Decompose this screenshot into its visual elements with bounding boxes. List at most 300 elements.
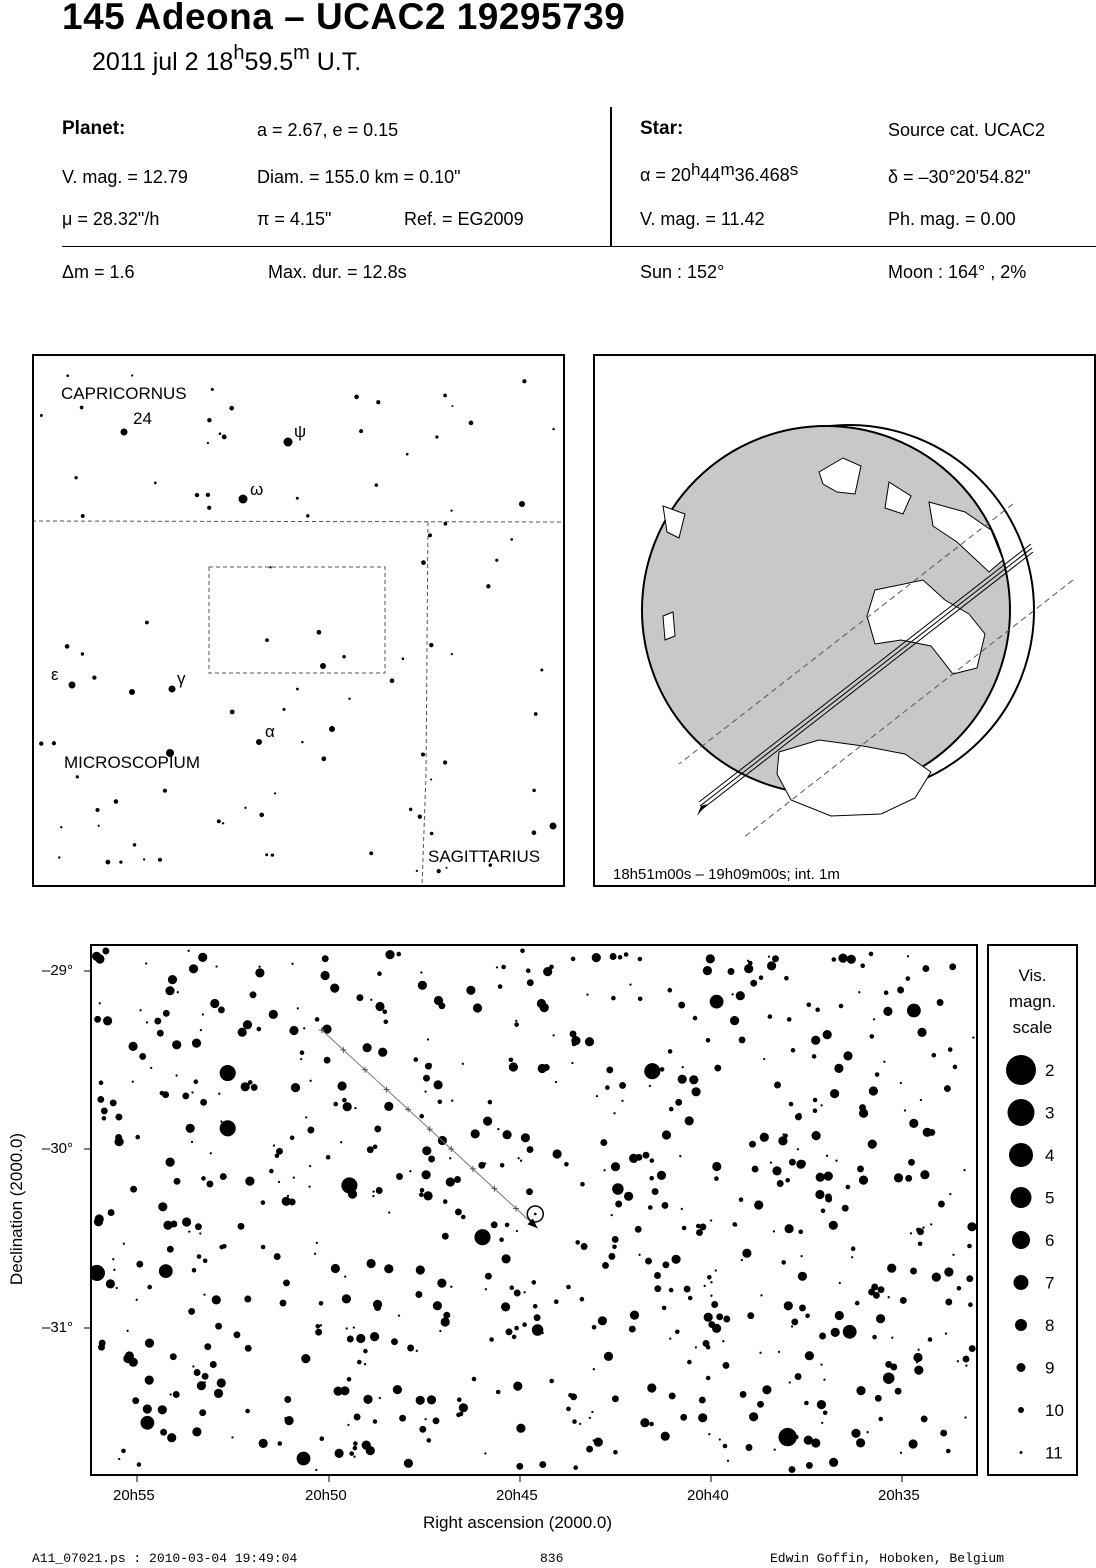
scale-label: 8 (1045, 1316, 1055, 1335)
field-star (291, 963, 293, 965)
field-star (804, 1401, 809, 1406)
field-star (791, 1325, 793, 1327)
field-star (269, 1010, 278, 1019)
field-star (245, 1409, 250, 1414)
field-star (820, 1363, 822, 1365)
field-star (422, 1146, 431, 1155)
bright-star (220, 1065, 236, 1081)
field-star (968, 1302, 973, 1307)
finder-star (40, 414, 43, 417)
field-star (320, 1324, 322, 1326)
field-star (715, 1269, 717, 1271)
field-star (526, 1188, 533, 1195)
field-star (342, 1294, 351, 1303)
field-star (170, 1353, 177, 1360)
finder-star (418, 815, 422, 819)
field-star (414, 1057, 419, 1062)
field-star (693, 1016, 698, 1021)
field-star (533, 1304, 538, 1309)
label-capricornus: CAPRICORNUS (61, 384, 187, 403)
field-star (462, 1063, 464, 1065)
field-star (163, 1221, 172, 1230)
field-star (385, 950, 394, 959)
field-star (192, 1365, 194, 1367)
field-star (866, 1431, 868, 1433)
event-date: 2011 jul 2 18 (92, 48, 234, 76)
field-star (858, 991, 860, 993)
field-star (773, 1230, 775, 1232)
field-star (95, 954, 104, 963)
bright-star (474, 1229, 490, 1245)
field-star (613, 1112, 615, 1114)
field-star (553, 1149, 562, 1158)
finder-star (244, 807, 246, 809)
field-star (800, 1255, 802, 1257)
field-star (250, 991, 257, 998)
field-star (143, 1404, 152, 1413)
field-star (604, 1352, 613, 1361)
field-star (102, 948, 109, 955)
field-star (147, 1285, 152, 1290)
field-star (759, 1352, 761, 1354)
field-star (650, 1158, 655, 1163)
field-star (603, 1169, 605, 1171)
field-star (515, 1020, 517, 1022)
footer-page: 836 (540, 1551, 564, 1566)
field-star (887, 1264, 896, 1273)
star-chart (90, 944, 978, 1476)
field-star (274, 1253, 281, 1260)
field-star (135, 1135, 140, 1140)
field-star (714, 1176, 719, 1181)
bright-star (779, 1428, 797, 1446)
field-star (746, 1444, 753, 1451)
field-star (501, 965, 506, 970)
field-star (669, 1392, 676, 1399)
finder-star (451, 405, 453, 407)
field-star (710, 1281, 712, 1283)
field-star (823, 1030, 832, 1039)
field-star (851, 1429, 860, 1438)
finder-star (532, 789, 536, 793)
field-star (723, 1362, 730, 1369)
x-tick-label: 20h55 (113, 1487, 155, 1504)
field-star (821, 1422, 823, 1424)
field-star (95, 1214, 104, 1223)
finder-star (131, 374, 133, 376)
star-source: Source cat. UCAC2 (888, 120, 1046, 140)
field-star (330, 984, 339, 993)
field-star (777, 1180, 784, 1187)
field-star (485, 1288, 487, 1290)
field-star (564, 1162, 569, 1167)
field-star (815, 1008, 820, 1013)
field-star (611, 1214, 613, 1216)
finder-star (416, 870, 418, 872)
field-star (420, 1188, 425, 1193)
scale-label: 5 (1045, 1188, 1055, 1208)
field-star (662, 1202, 669, 1209)
finder-star (519, 501, 525, 507)
field-star (708, 1433, 710, 1435)
field-star (591, 1411, 593, 1413)
field-star (420, 971, 422, 973)
finder-star (259, 813, 264, 818)
field-star (259, 1439, 268, 1448)
field-star (885, 1361, 892, 1368)
field-star (516, 1463, 523, 1470)
planet-mu: μ = 28.32"/h (62, 209, 160, 229)
field-star (703, 966, 712, 975)
scale-label: 10 (1045, 1401, 1064, 1420)
field-star (245, 1345, 252, 1352)
field-star (243, 1020, 252, 1029)
field-star (177, 991, 179, 993)
finder-star (451, 653, 453, 655)
field-star (869, 1086, 878, 1095)
field-star (789, 1102, 794, 1107)
field-star (255, 968, 264, 977)
field-star (917, 1349, 919, 1351)
field-star (246, 1182, 248, 1184)
finder-star (390, 678, 395, 683)
field-star (297, 1007, 299, 1009)
field-star (826, 1155, 828, 1157)
finder-star (296, 497, 299, 500)
field-star (278, 1441, 283, 1446)
field-star (580, 1182, 585, 1187)
field-star (661, 1432, 670, 1441)
field-star (824, 1172, 833, 1181)
field-star (484, 1162, 486, 1164)
field-star (760, 1133, 769, 1142)
field-star (938, 1201, 945, 1208)
field-star (699, 1397, 706, 1404)
field-star (747, 1312, 754, 1319)
finder-star (428, 533, 432, 537)
field-star (375, 1002, 384, 1011)
field-star (520, 1160, 522, 1162)
field-star (945, 1299, 952, 1306)
field-star (774, 1082, 781, 1089)
field-star (643, 1152, 650, 1159)
field-star (129, 1042, 138, 1051)
field-star (744, 964, 753, 973)
field-star (319, 1301, 324, 1306)
finder-star (211, 388, 214, 391)
field-star (554, 1299, 559, 1304)
finder-star (430, 778, 432, 780)
field-star (749, 1141, 756, 1148)
field-star (308, 1185, 310, 1187)
field-star (855, 1301, 860, 1306)
field-star (704, 1285, 706, 1287)
field-star (367, 1146, 374, 1153)
scale-title-1: Vis. (1018, 966, 1047, 985)
field-star (191, 1091, 193, 1093)
bright-star (843, 1325, 857, 1339)
field-star (434, 1080, 443, 1089)
field-star (315, 1329, 322, 1336)
field-star (555, 1081, 557, 1083)
field-star (201, 1176, 206, 1181)
field-star (966, 1275, 973, 1282)
field-star (813, 1098, 818, 1103)
field-star (145, 1376, 154, 1385)
field-star (696, 1229, 703, 1236)
field-star (167, 1246, 174, 1253)
finder-star (65, 644, 70, 649)
minute-unit: m (293, 42, 310, 64)
field-star (873, 1018, 875, 1020)
field-star (586, 1446, 593, 1453)
field-star (762, 1385, 771, 1394)
field-star (326, 1155, 331, 1160)
field-star (647, 1383, 656, 1392)
field-star (594, 1438, 603, 1447)
field-star (189, 964, 198, 973)
field-star (668, 988, 673, 993)
field-star (579, 1423, 581, 1425)
field-star (652, 1188, 659, 1195)
field-star (778, 1351, 780, 1353)
field-star (451, 1100, 453, 1102)
y-tick-label: –29° (42, 962, 74, 979)
x-axis-label: Right ascension (2000.0) (423, 1513, 613, 1532)
field-star (383, 1010, 388, 1015)
bright-star (141, 1416, 155, 1430)
globe-caption: 18h51m00s – 19h09m00s; int. 1m (613, 866, 840, 883)
field-star (158, 1202, 167, 1211)
finder-star (265, 853, 268, 856)
finder-star (145, 621, 149, 625)
field-star (132, 1081, 134, 1083)
field-star (654, 1272, 661, 1279)
field-star (192, 1039, 201, 1048)
field-star (399, 1415, 406, 1422)
field-star (233, 1331, 240, 1338)
field-star (99, 1002, 101, 1004)
globe-panel (593, 354, 1096, 887)
field-star (188, 950, 190, 952)
field-star (276, 1148, 283, 1155)
field-star (668, 1049, 673, 1054)
field-star (218, 1093, 220, 1095)
scale-label: 2 (1045, 1061, 1055, 1080)
field-star (592, 953, 601, 962)
field-star (200, 1029, 202, 1031)
field-star (763, 1058, 765, 1060)
field-star (900, 1082, 902, 1084)
field-star (280, 1300, 287, 1307)
scale-dot (1011, 1187, 1032, 1208)
field-star (423, 1075, 430, 1082)
finder-star (443, 394, 447, 398)
finder-star (207, 506, 211, 510)
field-star (615, 1201, 622, 1208)
field-star (455, 1208, 462, 1215)
field-star (838, 954, 847, 963)
field-star (689, 1075, 698, 1084)
finder-chart (32, 354, 565, 887)
field-star (289, 1198, 296, 1205)
field-star (611, 1162, 620, 1171)
field-star (245, 1177, 254, 1186)
field-star (238, 1223, 245, 1230)
bright-star (341, 1177, 357, 1193)
finder-star (217, 819, 221, 823)
field-star (706, 1345, 711, 1350)
field-star (182, 1217, 191, 1226)
field-star (857, 1165, 864, 1172)
field-star (520, 949, 525, 954)
finder-star (66, 374, 69, 377)
field-star (194, 1079, 199, 1084)
field-star (419, 1193, 424, 1198)
field-star (820, 1104, 822, 1106)
finder-star (301, 741, 303, 743)
field-star (815, 1190, 824, 1199)
scale-dot (1014, 1275, 1029, 1290)
moon-info: Moon : 164° , 2% (888, 262, 1027, 282)
field-star (418, 981, 427, 990)
field-star (199, 1232, 201, 1234)
star-heading: Star: (640, 118, 684, 139)
field-star (438, 1002, 445, 1009)
field-star (799, 1304, 806, 1311)
finder-star (76, 775, 79, 778)
field-star (785, 1178, 790, 1183)
field-star (512, 1335, 517, 1340)
star-phmag: Ph. mag. = 0.00 (888, 209, 1016, 229)
field-star (873, 1292, 880, 1299)
field-star (118, 1458, 120, 1460)
field-star (500, 1163, 505, 1168)
field-star (483, 1117, 492, 1126)
field-star (446, 1177, 455, 1186)
field-star (806, 1462, 813, 1469)
star-alpha (640, 160, 799, 186)
field-star (322, 955, 329, 962)
finder-star (406, 453, 409, 456)
field-star (823, 1379, 825, 1381)
field-star (145, 1339, 154, 1348)
field-star (735, 1224, 737, 1226)
star-delta: δ = –30°20'54.82" (888, 167, 1031, 187)
field-star (774, 1448, 776, 1450)
field-star (454, 1176, 461, 1183)
field-star (378, 1048, 387, 1057)
field-star (210, 1361, 217, 1368)
field-star (789, 1466, 796, 1473)
field-star (472, 1377, 477, 1382)
finder-star (421, 752, 425, 756)
field-star (518, 1157, 520, 1159)
field-star (363, 1395, 372, 1404)
field-star (835, 1160, 837, 1162)
field-star (116, 1287, 118, 1289)
field-star (728, 968, 735, 975)
field-star (353, 1441, 358, 1446)
planet-ref: Ref. = EG2009 (404, 209, 524, 229)
field-star (805, 1314, 810, 1319)
field-star (509, 1058, 514, 1063)
field-star (534, 1314, 541, 1321)
field-star (920, 1170, 929, 1179)
field-star (592, 1325, 597, 1330)
finder-star (435, 435, 438, 438)
field-star (424, 1191, 433, 1200)
field-star (501, 1302, 510, 1311)
field-star (957, 1286, 962, 1291)
finder-star (359, 429, 363, 433)
field-star (388, 1211, 390, 1213)
field-star (220, 1173, 227, 1180)
field-star (258, 966, 260, 968)
field-star (870, 1034, 875, 1039)
field-star (219, 1245, 224, 1250)
field-star (516, 1424, 525, 1433)
finder-star (269, 566, 271, 568)
field-star (682, 1226, 687, 1231)
field-star (932, 1273, 941, 1282)
field-star (937, 999, 944, 1006)
field-star (398, 1314, 400, 1316)
field-star (166, 1158, 175, 1167)
field-star (202, 1373, 209, 1380)
field-star (315, 1017, 320, 1022)
field-star (730, 1016, 739, 1025)
finder-star (320, 663, 326, 669)
field-star (884, 990, 889, 995)
globe-svg (593, 354, 1096, 887)
field-star (321, 971, 330, 980)
field-star (572, 1042, 577, 1047)
scale-dot (1018, 1407, 1024, 1413)
finder-star (486, 584, 490, 588)
field-star (168, 975, 177, 984)
field-star (917, 1028, 926, 1037)
field-star (146, 1021, 148, 1023)
direction-arrow-icon (697, 804, 707, 816)
field-star (823, 1411, 828, 1416)
field-star (897, 987, 904, 994)
field-star (283, 1279, 290, 1286)
field-star (749, 1412, 758, 1421)
field-star (624, 1192, 633, 1201)
field-star (346, 1327, 348, 1329)
field-star (175, 1074, 177, 1076)
event-minutes: 59.5 (244, 48, 294, 76)
field-star (692, 1087, 701, 1096)
field-star (846, 1185, 851, 1190)
field-star (698, 1413, 707, 1422)
field-star (629, 1326, 636, 1333)
field-star (157, 1030, 164, 1037)
field-star (712, 1162, 721, 1171)
field-star (964, 1416, 966, 1418)
field-star (347, 1377, 352, 1382)
field-star (253, 1084, 255, 1086)
label-psi: ψ (294, 422, 307, 441)
field-star (539, 1461, 546, 1468)
field-star (514, 1326, 519, 1331)
field-star (172, 1040, 181, 1049)
field-star (787, 1017, 792, 1022)
field-star (731, 993, 733, 995)
field-star (798, 1272, 807, 1281)
field-star (575, 1240, 580, 1245)
